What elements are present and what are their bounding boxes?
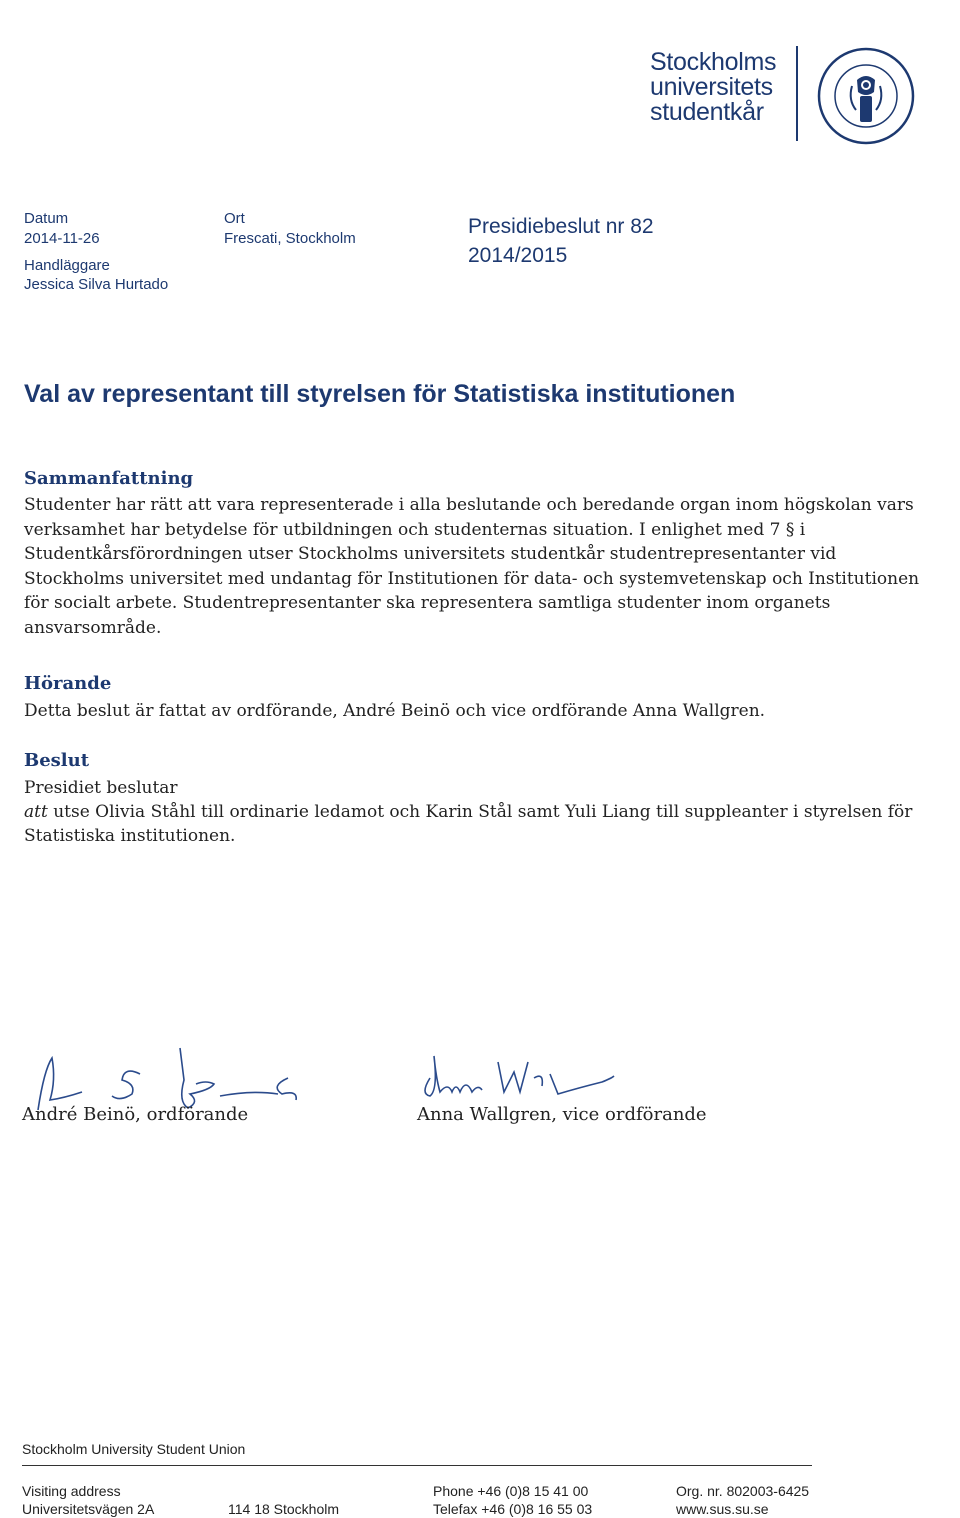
place-value: Frescati, Stockholm (224, 230, 356, 247)
decision-text: utse Olivia Ståhl till ordinarie ledamot och Karin Stål samt Yuli Liang till suppleanter i styrelsen för Statistiska institutionen. (24, 802, 913, 846)
signature-anna-wallgren (418, 1048, 628, 1108)
org-name-line-1: Stockholms (650, 48, 777, 76)
handler-label: Handläggare (24, 257, 110, 274)
decision-att: att (24, 802, 48, 822)
summary-text: Studenter har rätt att vara representerade i alla beslutande och beredande organ inom högskolan vars verksamhet har betydelse för utbildningen och studenternas situation. I enlighet med 7 § i Studentkårsförordningen utser Stockholms universitets studentkår studentrepresentanter vid Stockholms universitet med undantag för Institutionen för data- och systemvetenskap och Institutionen för socialt arbete. Studentrepresentanter ska representera samtliga studenter inom organets ansvarsområde. (24, 495, 920, 638)
header-divider (796, 46, 798, 141)
footer-visiting-city: 114 18 Stockholm (228, 1501, 340, 1517)
org-name-line-3: studentkår (650, 98, 764, 126)
place-label: Ort (224, 210, 245, 227)
signature-name-right: Anna Wallgren, vice ordförande (417, 1104, 707, 1125)
date-value: 2014-11-26 (24, 230, 100, 247)
organization-name (650, 50, 776, 125)
footer-org-nr: Org. nr. 802003-6425 (676, 1483, 810, 1499)
footer-divider (22, 1465, 812, 1466)
university-seal-icon (816, 46, 916, 146)
date-label: Datum (24, 210, 69, 227)
footer-fax: Telefax +46 (0)8 16 55 03 (433, 1501, 593, 1517)
document-title: Val av representant till styrelsen för Statistiska institutionen (24, 380, 736, 408)
decision-intro: Presidiet beslutar (24, 778, 178, 798)
decision-title: Presidiebeslut nr 82 (468, 215, 654, 238)
hearing-text: Detta beslut är fattat av ordförande, André Beinö och vice ordförande Anna Wallgren. (24, 701, 766, 721)
footer-phone: Phone +46 (0)8 15 41 00 (433, 1483, 589, 1499)
footer-visiting-street: Universitetsvägen 2A (22, 1501, 155, 1517)
decision-text-block (24, 800, 924, 848)
footer-union-name: Stockholm University Student Union (22, 1441, 246, 1457)
footer-visiting-label: Visiting address (22, 1483, 121, 1499)
summary-heading: Sammanfattning (24, 468, 194, 489)
handler-value: Jessica Silva Hurtado (24, 276, 169, 293)
signature-name-left: André Beinö, ordförande (22, 1104, 249, 1125)
footer-website[interactable]: www.sus.su.se (676, 1501, 769, 1517)
decision-year: 2014/2015 (468, 244, 568, 267)
hearing-heading: Hörande (24, 673, 112, 694)
org-name-line-2: universitets (650, 73, 773, 101)
decision-heading: Beslut (24, 750, 90, 771)
